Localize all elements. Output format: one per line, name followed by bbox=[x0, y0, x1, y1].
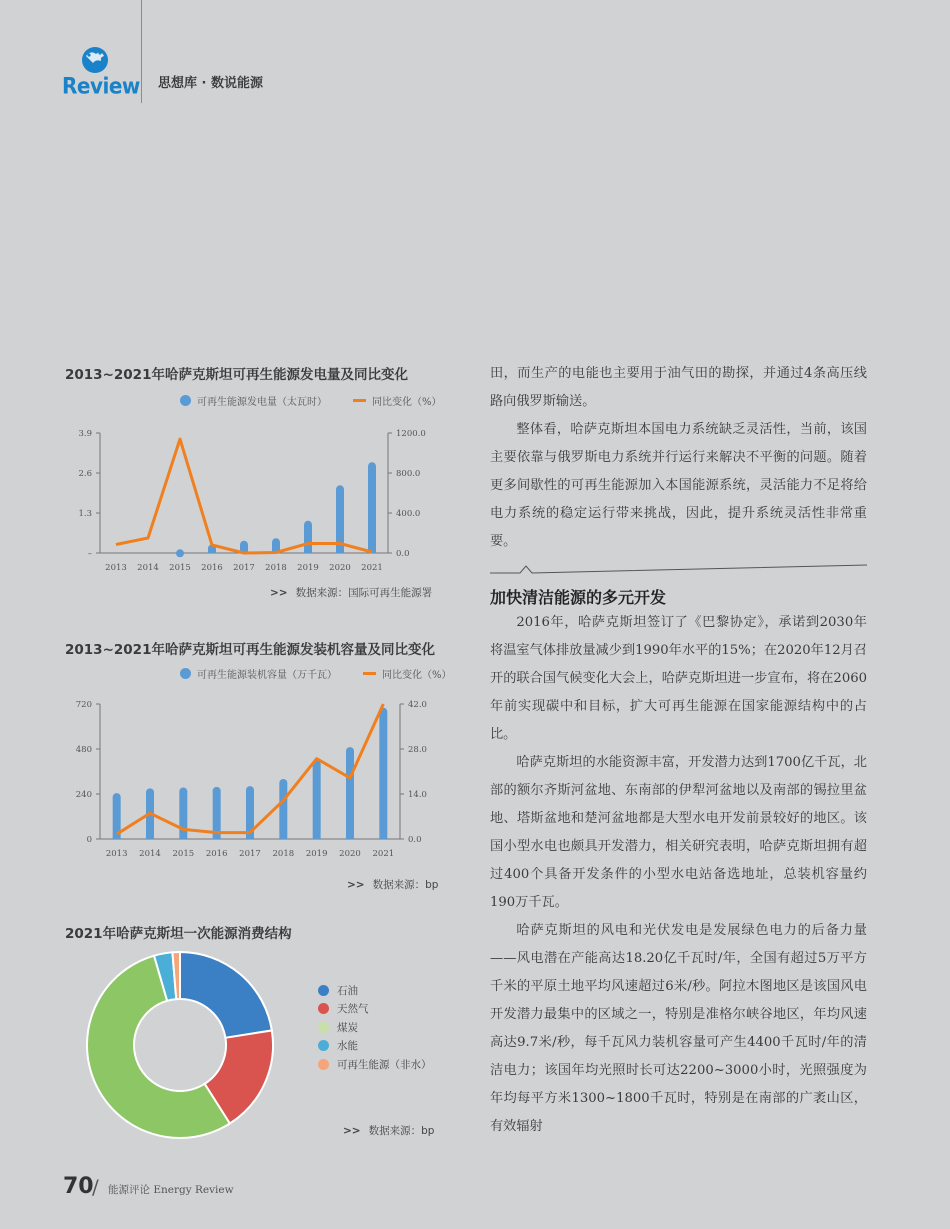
bar-cap bbox=[113, 793, 121, 801]
chart3-source-text: 数据来源：bp bbox=[368, 1125, 435, 1137]
bar bbox=[368, 462, 376, 553]
chart2-legend-bar: 可再生能源装机容量（万千瓦） bbox=[197, 670, 337, 681]
left-tick-label: 480 bbox=[75, 745, 92, 755]
section-divider bbox=[490, 562, 868, 576]
bar bbox=[346, 747, 354, 839]
bar-cap bbox=[213, 787, 221, 795]
pie-legend-item bbox=[318, 1018, 432, 1037]
chart3-donut bbox=[80, 945, 280, 1145]
bar-cap bbox=[304, 521, 312, 529]
x-tick-label: 2013 bbox=[105, 563, 127, 573]
x-tick-label: 2014 bbox=[137, 563, 159, 573]
left-tick-label: – bbox=[87, 549, 92, 559]
chart2-source bbox=[347, 877, 438, 892]
article-paragraph-continued: 田，而生产的电能也主要用于油气田的勘探，并通过4条高压线路向俄罗斯输送。 bbox=[490, 366, 867, 409]
legend-bar-swatch bbox=[180, 668, 191, 679]
pie-legend-item bbox=[318, 1055, 432, 1074]
chart3-source-prefix: >> bbox=[343, 1125, 361, 1137]
left-tick-label: 2.6 bbox=[78, 469, 92, 479]
chart1-title: 2013~2021年哈萨克斯坦可再生能源发电量及同比变化 bbox=[65, 367, 408, 383]
bar-cap bbox=[346, 747, 354, 755]
x-tick-label: 2015 bbox=[169, 563, 191, 573]
left-tick-label: 720 bbox=[75, 700, 92, 710]
chart2-source-text: 数据来源：bp bbox=[372, 879, 439, 891]
x-tick-label: 2019 bbox=[297, 563, 319, 573]
bar-cap bbox=[179, 787, 187, 795]
chart2-legend-line: 同比变化（%） bbox=[382, 670, 452, 681]
section-title: 思想库 · 数说能源 bbox=[158, 76, 263, 91]
article-paragraph-1: 整体看，哈萨克斯坦本国电力系统缺乏灵活性，当前，该国主要依靠与俄罗斯电力系统并行运行来解决不平衡的问题。随着更多间歇性的可再生能源加入本国能源系统，灵活能力不足将给电力系统的稳定运行带来挑战，因此，提升系统灵活性非常重要。 bbox=[490, 422, 867, 549]
bar-body bbox=[379, 712, 387, 839]
x-tick-label: 2016 bbox=[205, 849, 228, 859]
article-paragraph-3: 哈萨克斯坦的水能资源丰富，开发潜力达到1700亿千瓦，北部的额尔齐斯河盆地、东南部的伊犁河盆地以及南部的锡拉里盆地、塔斯盆地和楚河盆地都是大型水电开发前景较好的地区。该国小型水电也颇具开发潜力，相关研究表明，哈萨克斯坦拥有超过400个具备开发条件的小型水电站备选地址，总装机容量约190万千瓦。 bbox=[490, 755, 867, 910]
article-body bbox=[490, 609, 867, 1141]
chart1-legend-bar: 可再生能源发电量（太瓦时） bbox=[197, 397, 327, 408]
right-tick-label: 0.0 bbox=[408, 835, 422, 845]
x-tick-label: 2014 bbox=[139, 849, 161, 859]
chart1-source-prefix: >> bbox=[270, 587, 288, 599]
x-tick-label: 2017 bbox=[239, 849, 261, 859]
bar-cap bbox=[176, 549, 184, 557]
donut-slice bbox=[180, 952, 272, 1038]
bar-cap bbox=[246, 786, 254, 794]
pie-legend-swatch bbox=[318, 1003, 329, 1014]
x-tick-label: 2021 bbox=[361, 563, 383, 573]
chart1-plot bbox=[65, 420, 450, 585]
growth-line bbox=[116, 439, 372, 553]
pie-legend-swatch bbox=[318, 1040, 329, 1051]
bar-body bbox=[279, 783, 287, 839]
page-number: 70 bbox=[63, 1174, 94, 1199]
x-tick-label: 2015 bbox=[172, 849, 195, 859]
bar-body bbox=[368, 466, 376, 553]
chart3-title: 2021年哈萨克斯坦一次能源消费结构 bbox=[65, 926, 292, 942]
pie-legend-item bbox=[318, 1037, 432, 1056]
bar-body bbox=[179, 791, 187, 839]
pie-legend-label: 石油 bbox=[337, 984, 358, 997]
left-tick-label: 1.3 bbox=[78, 509, 92, 519]
right-tick-label: 1200.0 bbox=[396, 429, 426, 439]
right-tick-label: 42.0 bbox=[408, 700, 427, 710]
article-top bbox=[490, 360, 867, 556]
article-heading: 加快清洁能源的多元开发 bbox=[490, 588, 667, 607]
pie-legend-item bbox=[318, 1000, 432, 1019]
pie-legend-label: 水能 bbox=[337, 1040, 358, 1053]
legend-line-swatch bbox=[363, 672, 376, 675]
chart2-title: 2013~2021年哈萨克斯坦可再生能源发装机容量及同比变化 bbox=[65, 642, 435, 658]
x-tick-label: 2019 bbox=[305, 849, 328, 859]
x-tick-label: 2021 bbox=[372, 849, 395, 859]
bar-body bbox=[346, 751, 354, 839]
bar-body bbox=[313, 764, 321, 839]
left-tick-label: 0 bbox=[86, 835, 92, 845]
bar bbox=[379, 708, 387, 839]
x-tick-label: 2017 bbox=[233, 563, 255, 573]
legend-bar-swatch bbox=[180, 395, 191, 406]
pie-legend-label: 天然气 bbox=[337, 1003, 369, 1016]
right-tick-label: 28.0 bbox=[408, 745, 427, 755]
bar-cap bbox=[368, 462, 376, 470]
right-tick-label: 14.0 bbox=[408, 790, 427, 800]
pie-legend-label: 煤炭 bbox=[337, 1021, 358, 1034]
bar bbox=[279, 779, 287, 839]
chart2-source-prefix: >> bbox=[347, 879, 365, 891]
chart3-legend bbox=[318, 981, 432, 1074]
left-tick-label: 3.9 bbox=[78, 429, 92, 439]
right-tick-label: 800.0 bbox=[396, 469, 421, 479]
pie-legend-swatch bbox=[318, 1059, 329, 1070]
magazine-name: 能源评论 Energy Review bbox=[108, 1184, 234, 1196]
x-tick-label: 2020 bbox=[329, 563, 351, 573]
bar-cap bbox=[240, 541, 248, 549]
x-tick-label: 2018 bbox=[272, 849, 295, 859]
bar bbox=[179, 787, 187, 839]
bar-body bbox=[304, 525, 312, 553]
article-paragraph-4: 哈萨克斯坦的风电和光伏发电是发展绿色电力的后备力量——风电潜在产能高达18.20亿千瓦时/年，全国有超过5万平方千米的平原土地平均风速超过6米/秒。阿拉木图地区是该国风电开发潜力最集中的区域之一，特别是准格尔峡谷地区，年均风速高达9.7米/秒，每千瓦风力装机容量可产生4400千瓦时/年的清洁电力；该国年均光照时长可达2200~3000小时，光照强度为年均每平方米1300~1800千瓦时，特别是在南部的广袤山区，有效辐射 bbox=[490, 923, 867, 1134]
legend-line-swatch bbox=[353, 399, 366, 402]
pie-legend-swatch bbox=[318, 985, 329, 996]
header-divider bbox=[141, 0, 142, 103]
chart1-legend bbox=[180, 393, 442, 408]
right-tick-label: 400.0 bbox=[396, 509, 421, 519]
right-tick-label: 0.0 bbox=[396, 549, 410, 559]
x-tick-label: 2013 bbox=[105, 849, 128, 859]
bar-cap bbox=[336, 485, 344, 493]
pie-legend-swatch bbox=[318, 1022, 329, 1033]
chart3-source bbox=[343, 1123, 434, 1138]
bar-cap bbox=[272, 538, 280, 546]
chart2-legend bbox=[180, 666, 452, 681]
x-tick-label: 2020 bbox=[339, 849, 361, 859]
bar bbox=[313, 760, 321, 839]
footer-slash: / bbox=[92, 1175, 99, 1199]
chart1-source-text: 数据来源：国际可再生能源署 bbox=[295, 587, 433, 599]
pie-legend-item bbox=[318, 981, 432, 1000]
x-tick-label: 2016 bbox=[201, 563, 223, 573]
x-tick-label: 2018 bbox=[265, 563, 287, 573]
left-tick-label: 240 bbox=[75, 790, 92, 800]
chart1-source bbox=[270, 585, 432, 600]
bar-cap bbox=[279, 779, 287, 787]
chart2-plot bbox=[65, 692, 450, 867]
bar bbox=[304, 521, 312, 553]
review-logo: Review bbox=[62, 72, 140, 100]
bar-cap bbox=[146, 788, 154, 796]
article-paragraph-2: 2016年，哈萨克斯坦签订了《巴黎协定》，承诺到2030年将温室气体排放量减少到1990年水平的15%；在2020年12月召开的联合国气候变化大会上，哈萨克斯坦进一步宣布，将在2060年前实现碳中和目标，扩大可再生能源在国家能源结构中的占比。 bbox=[490, 615, 867, 742]
pie-legend-label: 可再生能源（非水） bbox=[337, 1058, 432, 1071]
chart1-legend-line: 同比变化（%） bbox=[372, 397, 442, 408]
bar bbox=[176, 549, 184, 557]
